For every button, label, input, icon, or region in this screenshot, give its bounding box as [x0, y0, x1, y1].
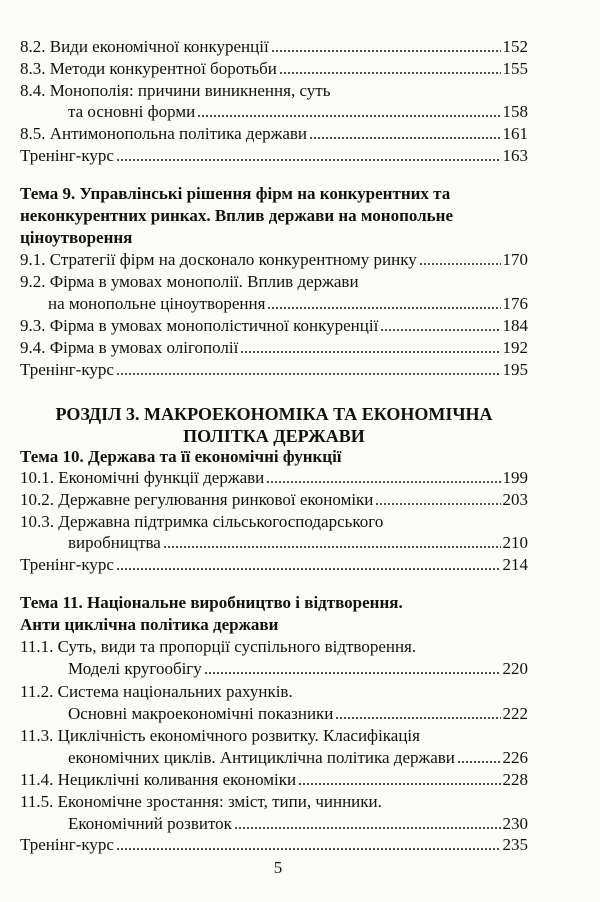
toc-entry	[20, 489, 528, 511]
dot-leader	[279, 60, 501, 74]
toc-entry-title: 11.1. Суть, види та пропорції суспільного відтворення.	[20, 637, 417, 656]
toc-entry-page: 235	[502, 835, 528, 854]
toc-entry-page: 170	[502, 250, 528, 269]
section-heading: РОЗДІЛ 3. МАКРОЕКОНОМІКА ТА ЕКОНОМІЧНА	[55, 404, 493, 424]
topic-heading: Тема 9. Управлінські рішення фірм на конкурентних та	[20, 184, 451, 203]
toc-entry-page: 214	[502, 555, 528, 574]
toc-entry	[20, 747, 528, 769]
topic-heading: неконкурентних ринках. Вплив держави на монопольне	[20, 206, 454, 225]
toc-entry-title: 9.3. Фірма в умовах монополістичної конкуренції	[20, 316, 379, 335]
toc-entry	[20, 703, 528, 725]
toc-entry-page: 163	[502, 146, 528, 165]
dot-leader	[380, 317, 500, 331]
toc-entry	[20, 658, 528, 680]
toc-entry-title: 9.2. Фірма в умовах монополії. Вплив держави	[20, 272, 359, 291]
topic-heading: Тема 10. Держава та її економічні функції	[20, 447, 342, 466]
page-number: 5	[273, 858, 283, 877]
toc-entry	[20, 467, 528, 489]
dot-leader	[204, 660, 501, 674]
dot-leader	[163, 534, 501, 548]
toc-entry-title: 10.2. Державне регулювання ринкової економіки	[20, 490, 374, 509]
toc-entry	[20, 315, 528, 337]
toc-entry-title: 8.4. Монополія: причини виникнення, суть	[20, 81, 331, 100]
topic-heading: Тема 11. Національне виробництво і відтворення.	[20, 593, 403, 612]
toc-entry-page: 203	[502, 490, 528, 509]
dot-leader	[271, 38, 501, 52]
toc-entry-page: 155	[502, 59, 528, 78]
toc-entry-title: Економічний розвиток	[68, 814, 232, 833]
toc-entry	[20, 554, 528, 576]
toc-entry-page: 226	[502, 748, 528, 767]
toc-entry	[20, 101, 528, 123]
dot-leader	[234, 815, 501, 829]
toc-entry	[20, 249, 528, 271]
toc-entry-title: 8.5. Антимонопольна політика держави	[20, 124, 308, 143]
toc-entry-page: 220	[502, 659, 528, 678]
toc-entry-title: 9.4. Фірма в умовах олігополії	[20, 338, 239, 357]
toc-entry-page: 161	[502, 124, 528, 143]
toc-entry-title: економічних циклів. Антициклічна політика держави	[68, 748, 455, 767]
toc-entry	[20, 36, 528, 58]
dot-leader	[267, 295, 500, 309]
dot-leader	[116, 361, 501, 375]
toc-entry	[20, 145, 528, 167]
toc-entry-title: 10.3. Державна підтримка сільськогосподарського	[20, 512, 384, 531]
toc-entry-title: 11.2. Система національних рахунків.	[20, 682, 293, 701]
toc-entry	[20, 813, 528, 835]
toc-entry-title: 8.2. Види економічної конкуренції	[20, 37, 269, 56]
toc-entry	[20, 834, 528, 856]
section-heading: ПОЛІТКА ДЕРЖАВИ	[183, 426, 365, 446]
toc-entry	[20, 58, 528, 80]
toc-entry-title: Тренінг-курс	[20, 146, 114, 165]
toc-entry-title: Моделі кругообігу	[68, 659, 202, 678]
toc-entry	[20, 532, 528, 554]
toc-entry-title: 10.1. Економічні функції держави	[20, 468, 265, 487]
toc-entry-title: 9.1. Стратегії фірм на досконало конкурентному ринку	[20, 250, 417, 269]
toc-entry-page: 152	[502, 37, 528, 56]
dot-leader	[298, 771, 500, 785]
toc-entry	[20, 769, 528, 791]
toc-entry-title: Основні макроекономічні показники	[68, 704, 334, 723]
dot-leader	[419, 251, 501, 265]
dot-leader	[116, 836, 501, 850]
topic-heading: Анти циклічна політика держави	[20, 615, 279, 634]
toc-entry-page: 210	[502, 533, 528, 552]
toc-entry-page: 228	[502, 770, 528, 789]
toc-entry-title: 11.3. Циклічність економічного розвитку. Класифікація	[20, 726, 420, 745]
topic-heading: ціноутворення	[20, 228, 133, 247]
toc-entry-page: 158	[502, 102, 528, 121]
dot-leader	[266, 469, 500, 483]
toc-entry	[20, 293, 528, 315]
dot-leader	[375, 491, 500, 505]
toc-entry-title: виробництва	[68, 533, 161, 552]
dot-leader	[457, 749, 501, 763]
toc-entry-title: 11.5. Економічне зростання: зміст, типи, чинники.	[20, 792, 382, 811]
toc-entry-title: 8.3. Методи конкурентної боротьби	[20, 59, 277, 78]
toc-entry-page: 176	[502, 294, 528, 313]
toc-entry-title: та основні форми	[68, 102, 196, 121]
dot-leader	[116, 556, 501, 570]
toc-entry-title: 11.4. Нециклічні коливання економіки	[20, 770, 297, 789]
dot-leader	[197, 103, 500, 117]
dot-leader	[116, 147, 501, 161]
toc-entry-title: Тренінг-курс	[20, 835, 114, 854]
toc-entry-page: 195	[502, 360, 528, 379]
toc-entry-page: 230	[502, 814, 528, 833]
dot-leader	[335, 705, 500, 719]
toc-entry-title: Тренінг-курс	[20, 555, 114, 574]
toc-entry	[20, 123, 528, 145]
toc-entry-title: Тренінг-курс	[20, 360, 114, 379]
toc-entry-page: 184	[502, 316, 528, 335]
toc-entry-page: 199	[502, 468, 528, 487]
dot-leader	[309, 125, 500, 139]
toc-entry-page: 222	[502, 704, 528, 723]
toc-entry	[20, 359, 528, 381]
toc-entry	[20, 337, 528, 359]
toc-entry-page: 192	[502, 338, 528, 357]
toc-entry-title: на монопольне ціноутворення	[48, 294, 266, 313]
dot-leader	[240, 339, 500, 353]
